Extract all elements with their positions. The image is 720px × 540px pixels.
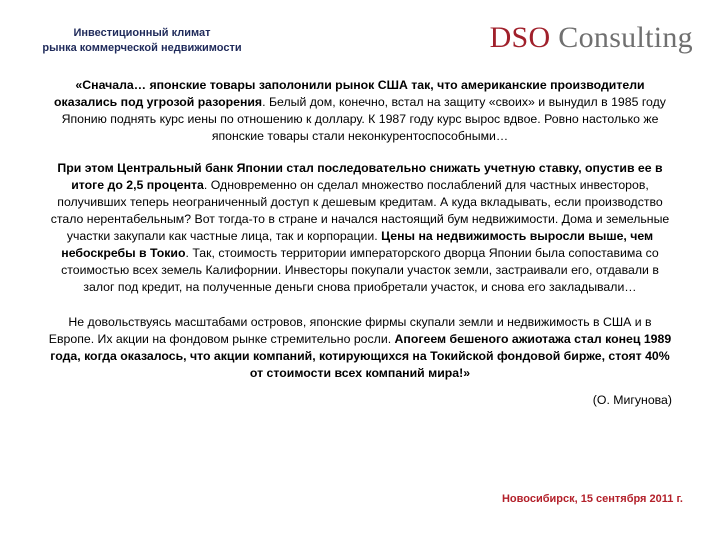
paragraph-2-bold-1: При этом Центральный банк Японии стал последовательно снижать учетную ставку, опустив ее в итоге до 2,5 процента xyxy=(57,161,663,192)
paragraph-3 xyxy=(46,314,674,382)
paragraph-3-bold-1: Апогеем бешеного ажиотажа стал конец 1989 года, когда оказалось, что акции компаний, котирующихся на Токийской фондовой бирже, стоят 40% от стоимости всех компаний мира!» xyxy=(50,332,672,380)
quote-author: (О. Мигунова) xyxy=(592,393,672,407)
header-title-line1: Инвестиционный климат xyxy=(73,27,211,39)
logo-dso-text: DSO xyxy=(489,21,551,54)
header-title xyxy=(20,26,264,56)
paragraph-2-text-2: . Так, стоимость территории императорского дворца Японии была сопоставима со стоимостью всех земель Калифорнии. Инвесторы покупали участок земли, застраивали его, отдавали в залог под кредит, на полученные деньги снова приобретали участок, и снова его закладывали… xyxy=(61,246,659,294)
paragraph-2-bold-2: Цены на недвижимость выросли выше, чем небоскребы в Токио xyxy=(61,229,654,260)
header-title-line2: рынка коммерческой недвижимости xyxy=(42,42,242,54)
logo-consulting-text: Consulting xyxy=(558,21,693,54)
paragraph-2 xyxy=(46,160,674,296)
main-content xyxy=(46,77,683,505)
paragraph-2-text-1: . Одновременно он сделал множество послаблений для частных инвесторов, получивших теперь неограниченный доступ к дешевым кредитам. А куда вкладывать, если производство стало нерентабельным? Вот тогда-то в стране и начался настоящий бум недвижимости. Дома и земельные участки закупали как частные лица, так и корпорации. xyxy=(50,178,670,243)
paragraph-3-text-1: Не довольствуясь масштабами островов, японские фирмы скупали земли и недвижимость в США и в Европе. Их акции на фондовом рынке стремительно росли. xyxy=(48,315,652,346)
place-date: Новосибирск, 15 сентября 2011 г. xyxy=(501,493,683,505)
paragraph-1-bold: «Сначала… японские товары заполонили рынок США так, что американские производители оказались под угрозой разорения xyxy=(54,78,645,109)
paragraph-1 xyxy=(46,77,674,145)
dso-consulting-logo xyxy=(490,20,693,56)
paragraph-1-text: . Белый дом, конечно, встал на защиту «своих» и вынудил в 1985 году Японию поднять курс иены по отношению к доллару. К 1987 году курс вырос вдвое. Ровно настолько же японские товары стали неконкурентоспособными… xyxy=(61,95,666,143)
